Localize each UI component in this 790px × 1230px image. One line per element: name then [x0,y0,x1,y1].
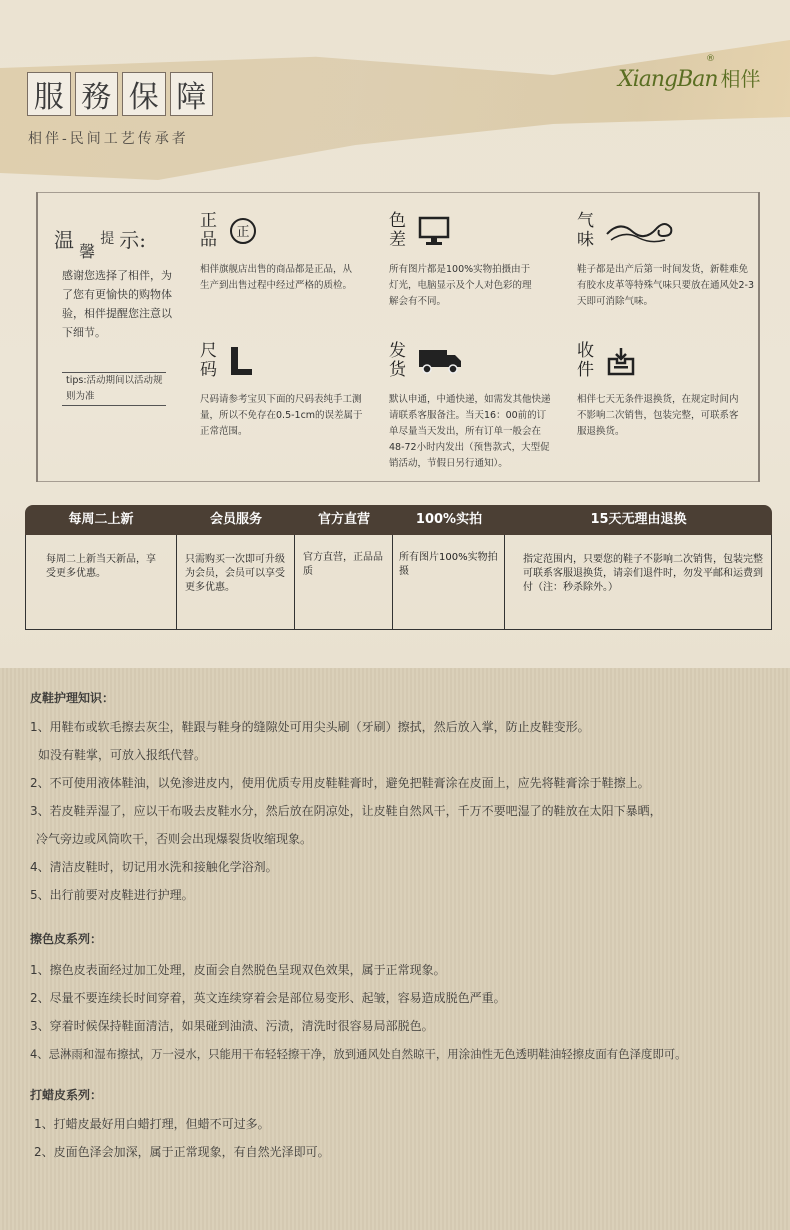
item-text: 尺码请参考宝贝下面的尺码表纯手工测量，所以不免存在0.5-1cm的误差属于正常范围。 [200,394,363,437]
authentic-seal-icon [228,216,258,246]
service-heading: 每周二上新 [68,512,134,527]
service-cell [177,535,295,629]
reminder-title-char: 示: [119,228,147,252]
care-line: 3、若皮鞋弄湿了，应以干布吸去皮鞋水分，然后放在阴凉处，让皮鞋自然风干，千万不要吧湿了的鞋放在太阳下暴晒， [30,804,662,818]
reminder-title [54,224,184,261]
item-text: 所有图片都是100%实物拍摄由于灯光，电脑显示及个人对色彩的理解会有不同。 [389,264,532,307]
info-item-authentic [200,208,360,294]
care-line: 4、忌淋雨和湿布擦拭，万一浸水，只能用干布轻轻擦干净，放到通风处自然晾干，用涂油性无色透明鞋油轻擦皮面有色泽度即可。 [30,1047,687,1061]
page-subtitle: 相伴-民间工艺传承者 [28,131,189,147]
ruler-l-icon [228,345,254,377]
care-line: 2、不可使用液体鞋油，以免渗进皮内，使用优质专用皮鞋鞋膏时，避免把鞋膏涂在皮面上，应先将鞋膏涂于鞋擦上。 [30,776,650,790]
reminder-title-char: 温 [54,228,74,252]
svg-text:正: 正 [236,225,250,240]
title-char: 務 [75,72,119,116]
info-item-size [200,338,368,440]
info-item-shipping [389,338,555,472]
service-heading: 15天无理由退换 [590,512,687,527]
item-label: 尺码 [200,341,217,380]
services-table [25,505,772,629]
cloud-swirl-icon [605,216,675,246]
service-cell [26,535,177,629]
title-char: 障 [170,72,214,116]
service-heading: 100%实拍 [415,512,483,527]
item-label: 发货 [389,341,406,380]
care-line: 冷气旁边或风筒吹干，否则会出现爆裂货收缩现象。 [36,832,313,846]
info-item-odor [577,208,757,310]
care-heading-color: 擦色皮系列： [30,932,103,946]
page-title [27,72,213,118]
services-header [25,505,772,535]
item-text: 相伴七天无条件退换货，在规定时间内不影响二次销售，包装完整，可联系客服退换货。 [577,394,739,437]
item-text: 默认申通，中通快递，如需发其他快递请联系客服备注。当天16：00前的订单尽量当天发出，所有订单一般会在48-72小时内发出（预售款式，大型促销活动，节假日另行通知）。 [389,394,551,469]
item-label: 正品 [200,211,217,250]
services-body [25,535,772,630]
title-char: 保 [122,72,166,116]
care-line: 3、穿着时候保持鞋面清洁，如果碰到油渍、污渍，清洗时很容易局部脱色。 [30,1019,434,1033]
brand-logo [618,56,768,92]
item-text: 鞋子都是出产后第一时间发货，新鞋难免有胶水皮革等特殊气味只要放在通风处2-3天即可消除气味。 [577,264,755,307]
logo-cn-text: 相伴 [720,67,761,91]
info-item-color-difference [389,208,539,310]
service-heading: 会员服务 [209,512,262,527]
service-cell [295,535,393,629]
service-cell [393,535,505,629]
reminder-title-char: 提 [100,231,115,247]
care-line: 如没有鞋掌，可放入报纸代替。 [38,748,207,762]
service-text: 所有图片100%实物拍摄 [399,552,498,577]
inbox-icon [605,345,637,377]
reminder-tip: tips:活动期间以活动规则为准 [62,372,166,406]
monitor-icon [417,214,451,248]
care-line: 4、清洁皮鞋时，切记用水洗和接触化学浴剂。 [30,860,278,874]
care-line: 1、打蜡皮最好用白蜡打理，但蜡不可过多。 [34,1117,270,1131]
care-line: 1、擦色皮表面经过加工处理，皮面会自然脱色呈现双色效果，属于正常现象。 [30,963,446,977]
service-text: 只需购买一次即可升级为会员，会员可以享受更多优惠。 [185,554,285,593]
care-line: 2、尽量不要连续长时间穿着，英文连续穿着会是部位易变形、起皱，容易造成脱色严重。 [30,991,506,1005]
care-heading-leather: 皮鞋护理知识： [30,691,115,705]
registered-mark: ® [706,54,715,64]
title-char: 服 [27,72,71,116]
care-line: 5、出行前要对皮鞋进行护理。 [30,888,194,902]
reminder-body: 感谢您选择了相伴，为了您有更愉快的购物体验，相伴提醒您注意以下细节。 [62,269,172,339]
care-line: 2、皮面色泽会加深，属于正常现象，有自然光泽即可。 [34,1145,330,1159]
reminder-title-char: 馨 [79,242,96,261]
item-label: 色差 [389,211,406,250]
info-item-receipt [577,338,747,440]
service-cell [505,535,771,629]
item-label: 气味 [577,211,594,250]
logo-latin-text: XiangBan [618,67,718,92]
service-heading: 官方直营 [317,512,370,527]
item-label: 收件 [577,341,594,380]
service-text: 指定范围内，只要您的鞋子不影响二次销售，包装完整可联系客服退换货，请亲们退件时，勿发平邮和运费到付（注：秒杀除外。） [523,554,763,593]
service-text: 每周二上新当天新品，享受更多优惠。 [46,554,156,579]
item-text: 相伴旗舰店出售的商品都是正品，从生产到出售过程中经过严格的质检。 [200,264,353,291]
service-text: 官方直营，正品品质 [303,552,383,577]
care-heading-wax: 打蜡皮系列： [30,1088,103,1102]
delivery-truck-icon [417,347,463,375]
care-line: 1、用鞋布或软毛擦去灰尘，鞋跟与鞋身的缝隙处可用尖头刷（牙刷）擦拭，然后放入掌，防止皮鞋变形。 [30,720,590,734]
